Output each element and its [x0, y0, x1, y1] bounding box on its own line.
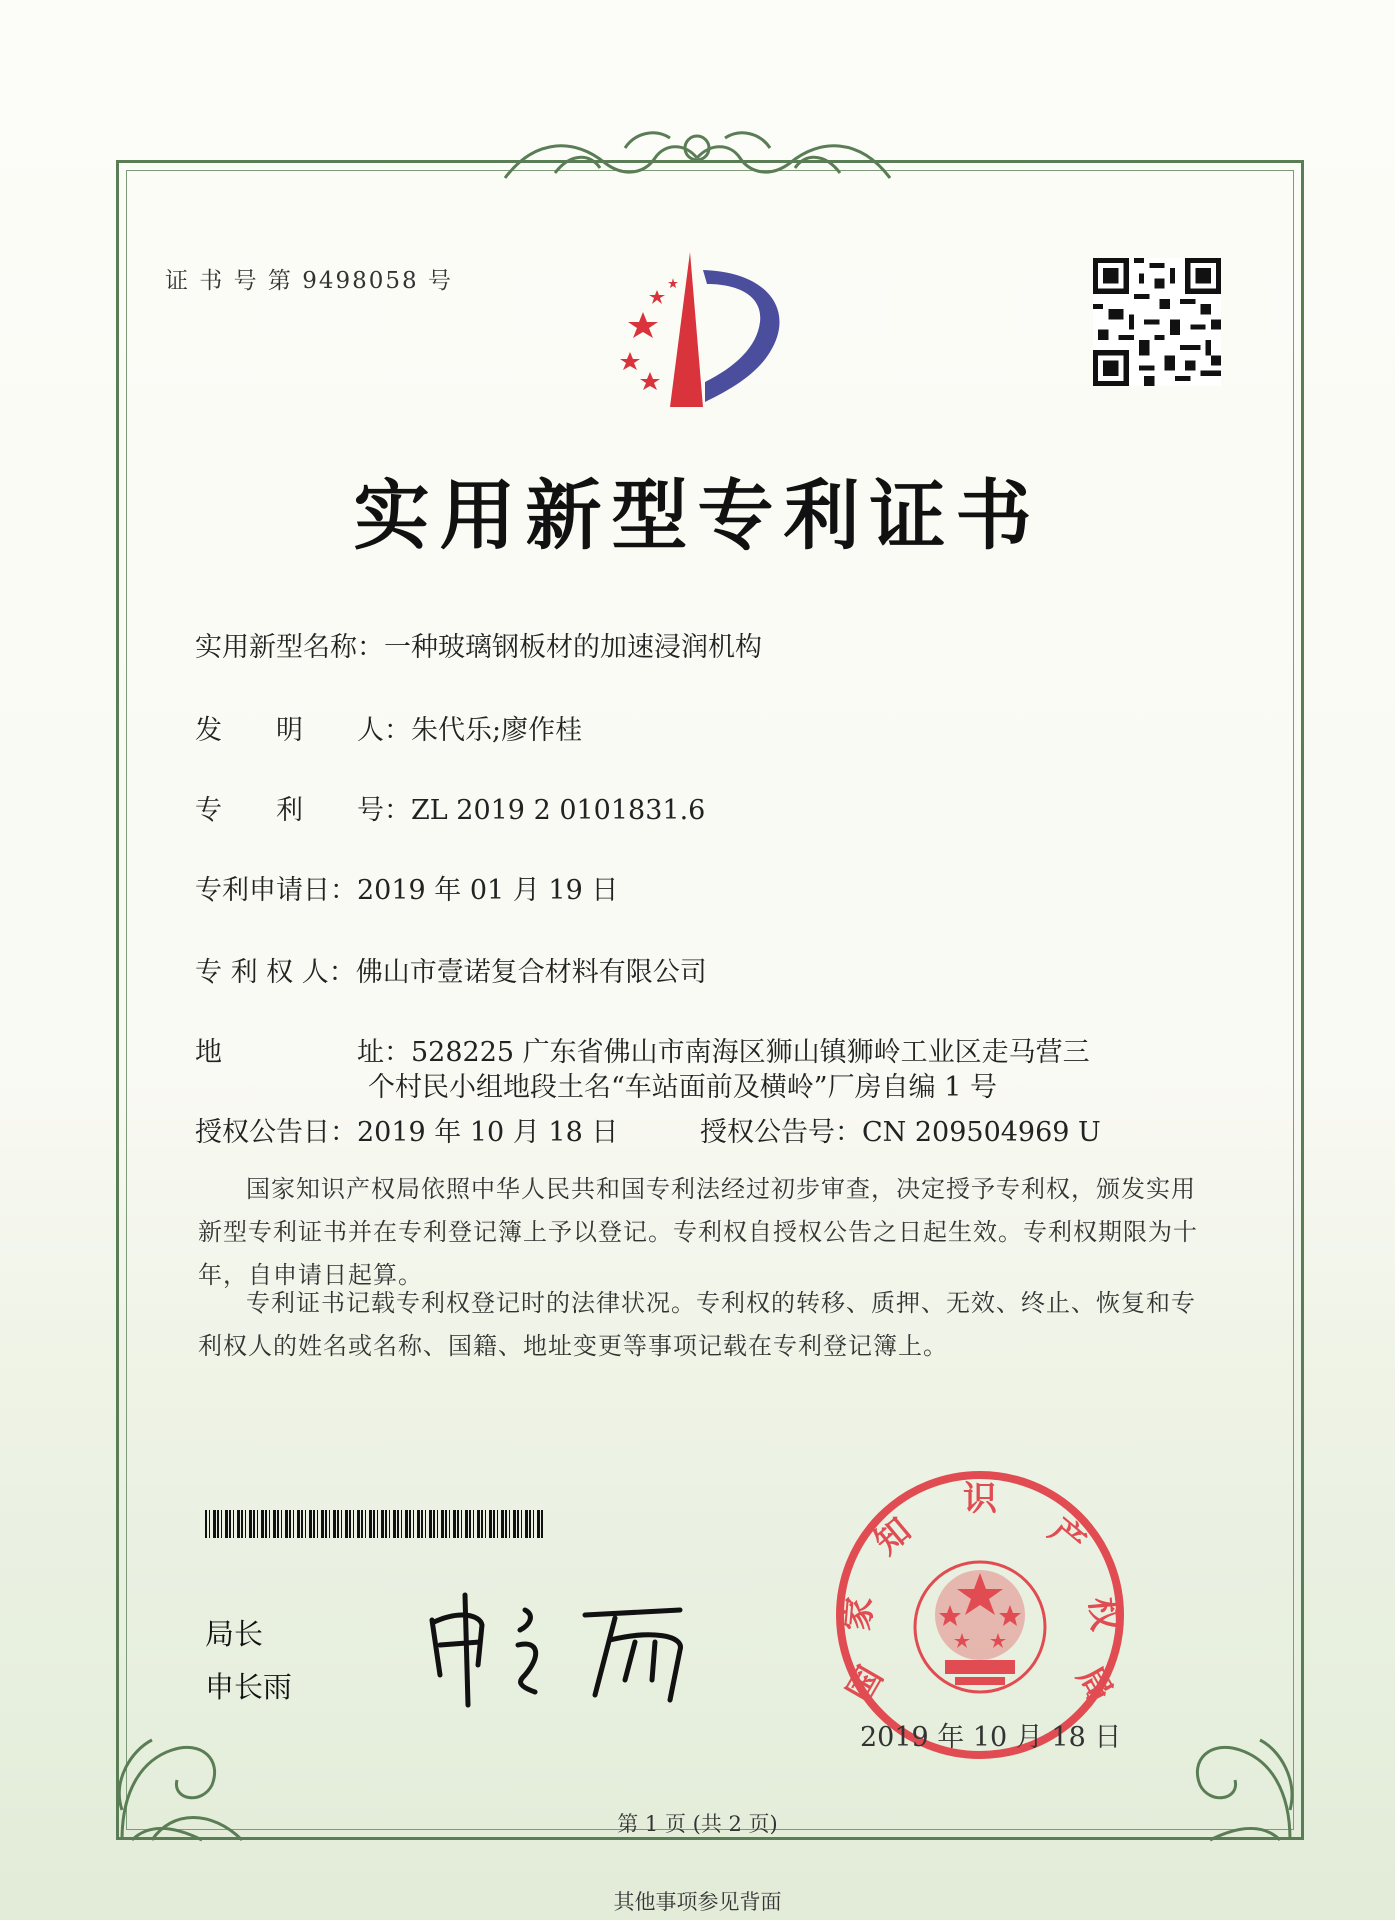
filing-date-value: 2019 年 01 月 19 日	[357, 875, 619, 906]
barcode-icon	[205, 1510, 543, 1538]
page-title: 实用新型专利证书	[353, 471, 1042, 560]
grant-publication-label: 授权公告号：	[700, 1117, 862, 1148]
seal-char-chan: 产	[1041, 1510, 1093, 1563]
signer-title: 局长	[205, 1617, 264, 1651]
statement-paragraph-1: 国家知识产权局依照中华人民共和国专利法经过初步审查，决定授予专利权，颁发实用新型专利证书并在专利登记簿上予以登记。专利权自授权公告之日起生效。专利权期限为十年，自申请日起算。	[198, 1175, 1198, 1289]
name-label: 实用新型名称：	[195, 632, 384, 663]
top-ornament-icon	[495, 118, 900, 188]
grant-date-label: 授权公告日：	[195, 1117, 357, 1148]
grant-date-row	[195, 1110, 618, 1149]
address-label: 地 址：	[195, 1037, 411, 1068]
grant-date-value: 2019 年 10 月 18 日	[357, 1117, 619, 1148]
filing-date-label: 专利申请日：	[195, 875, 357, 906]
cnipa-logo-icon	[595, 252, 800, 412]
address-line-1: 528225 广东省佛山市南海区狮山镇狮岭工业区走马营三	[411, 1037, 1090, 1068]
grant-publication-row	[700, 1110, 1101, 1149]
seal-char-guo: 国	[839, 1659, 892, 1710]
filing-date-row	[195, 868, 618, 907]
inventor-value: 朱代乐;廖作桂	[411, 715, 583, 746]
statement-paragraph-2: 专利证书记载专利权登记时的法律状况。专利权的转移、质押、无效、终止、恢复和专利权人的姓名或名称、国籍、地址变更等事项记载在专利登记簿上。	[198, 1289, 1196, 1360]
inventor-row	[195, 708, 582, 747]
address-row	[195, 1030, 1090, 1069]
grant-publication-value: CN 209504969 U	[862, 1117, 1101, 1148]
qr-code-icon	[1093, 258, 1221, 386]
handwritten-signature-icon	[420, 1580, 730, 1710]
patent-number-value: ZL 2019 2 0101831.6	[411, 795, 706, 826]
seal-char-shi: 识	[963, 1479, 997, 1519]
patentee-label: 专 利 权 人：	[195, 957, 356, 988]
seal-char-zhi: 知	[867, 1510, 919, 1563]
utility-model-name-row	[195, 625, 762, 664]
seal-date: 2019 年 10 月 18 日	[860, 1722, 1122, 1753]
seal-char-ju: 局	[1068, 1659, 1121, 1710]
patentee-row	[195, 950, 707, 989]
inventor-label: 发 明 人：	[195, 715, 411, 746]
signer-name: 申长雨	[205, 1670, 293, 1704]
patent-number-row	[195, 788, 705, 827]
name-value: 一种玻璃钢板材的加速浸润机构	[384, 632, 762, 663]
footer-note: 其他事项参见背面	[613, 1890, 782, 1914]
seal-char-jia: 家	[837, 1595, 881, 1633]
patent-number-label: 专 利 号：	[195, 795, 411, 826]
seal-char-quan: 权	[1081, 1595, 1125, 1633]
certificate-number: 证 书 号 第 9498058 号	[165, 268, 453, 294]
page-number: 第 1 页 (共 2 页)	[617, 1812, 778, 1836]
patentee-value: 佛山市壹诺复合材料有限公司	[355, 957, 707, 988]
address-line-2: 个村民小组地段土名“车站面前及横岭”厂房自编 1 号	[368, 1072, 997, 1103]
